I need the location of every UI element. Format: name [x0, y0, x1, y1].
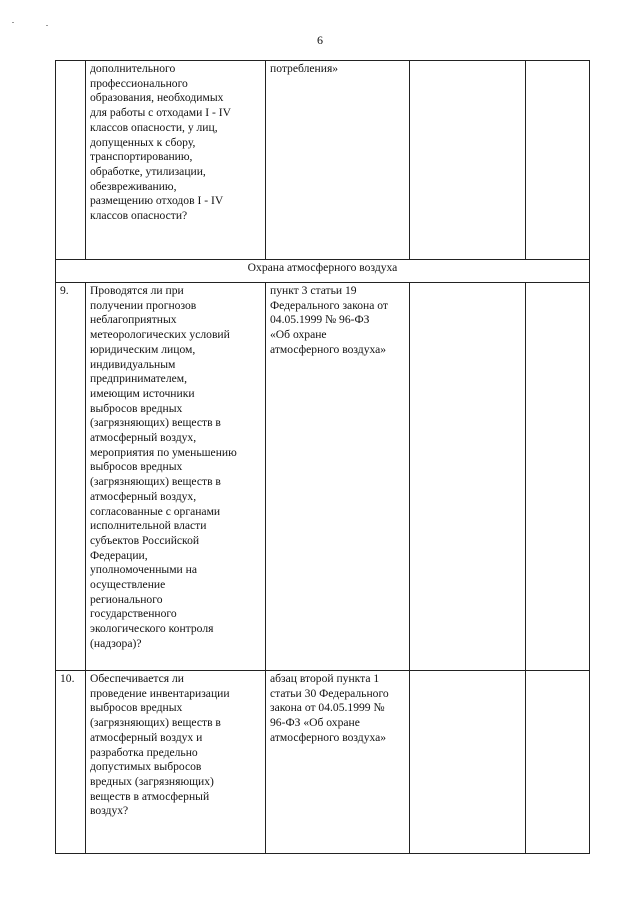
question-cell: Проводятся ли при получении прогнозов неблагоприятных метеорологических условий юридическим лицом, индивидуальным предпринимателем, имеющим источники выбросов вредных (загрязняющих) веществ в атмосферный воздух, мероприятия по уменьшению выбросов вредных (загрязняющих) веществ в атмосферный воздух, согласованные с органами исполнительной власти субъектов Российской Федерации, уполномоченными на осуществление регионального государственного экологического контроля (надзора)?: [86, 283, 266, 671]
page-number: 6: [317, 33, 323, 47]
empty-cell: [526, 283, 590, 671]
reference-cell: пункт 3 статьи 19 Федерального закона от 04.05.1999 № 96-ФЗ «Об охране атмосферного воздуха»: [266, 283, 410, 671]
section-header: Охрана атмосферного воздуха: [56, 260, 590, 283]
scan-speck: [12, 22, 14, 23]
table-row-9: [56, 283, 590, 671]
section-header-row: [56, 260, 590, 283]
scan-speck: [46, 25, 48, 26]
empty-cell: [526, 671, 590, 854]
empty-cell: [410, 283, 526, 671]
question-cell: Обеспечивается ли проведение инвентаризации выбросов вредных (загрязняющих) веществ в атмосферный воздух и разработка предельно допустимых выбросов вредных (загрязняющих) веществ в атмосферный воздух?: [86, 671, 266, 854]
table-row-continued: [56, 61, 590, 260]
table-row-10: [56, 671, 590, 854]
question-cell: дополнительного профессионального образования, необходимых для работы с отходами I - IV классов опасности, у лиц, допущенных к сбору, транспортированию, обработке, утилизации, обезвреживанию, размещению отходов I - IV классов опасности?: [86, 61, 266, 260]
row-number-cell: 10.: [56, 671, 86, 854]
row-number-cell: 9.: [56, 283, 86, 671]
reference-cell: потребления»: [266, 61, 410, 260]
row-number-cell: [56, 61, 86, 260]
empty-cell: [410, 61, 526, 260]
reference-cell: абзац второй пункта 1 статьи 30 Федерального закона от 04.05.1999 № 96-ФЗ «Об охране атмосферного воздуха»: [266, 671, 410, 854]
empty-cell: [410, 671, 526, 854]
checklist-table: [55, 60, 590, 854]
empty-cell: [526, 61, 590, 260]
